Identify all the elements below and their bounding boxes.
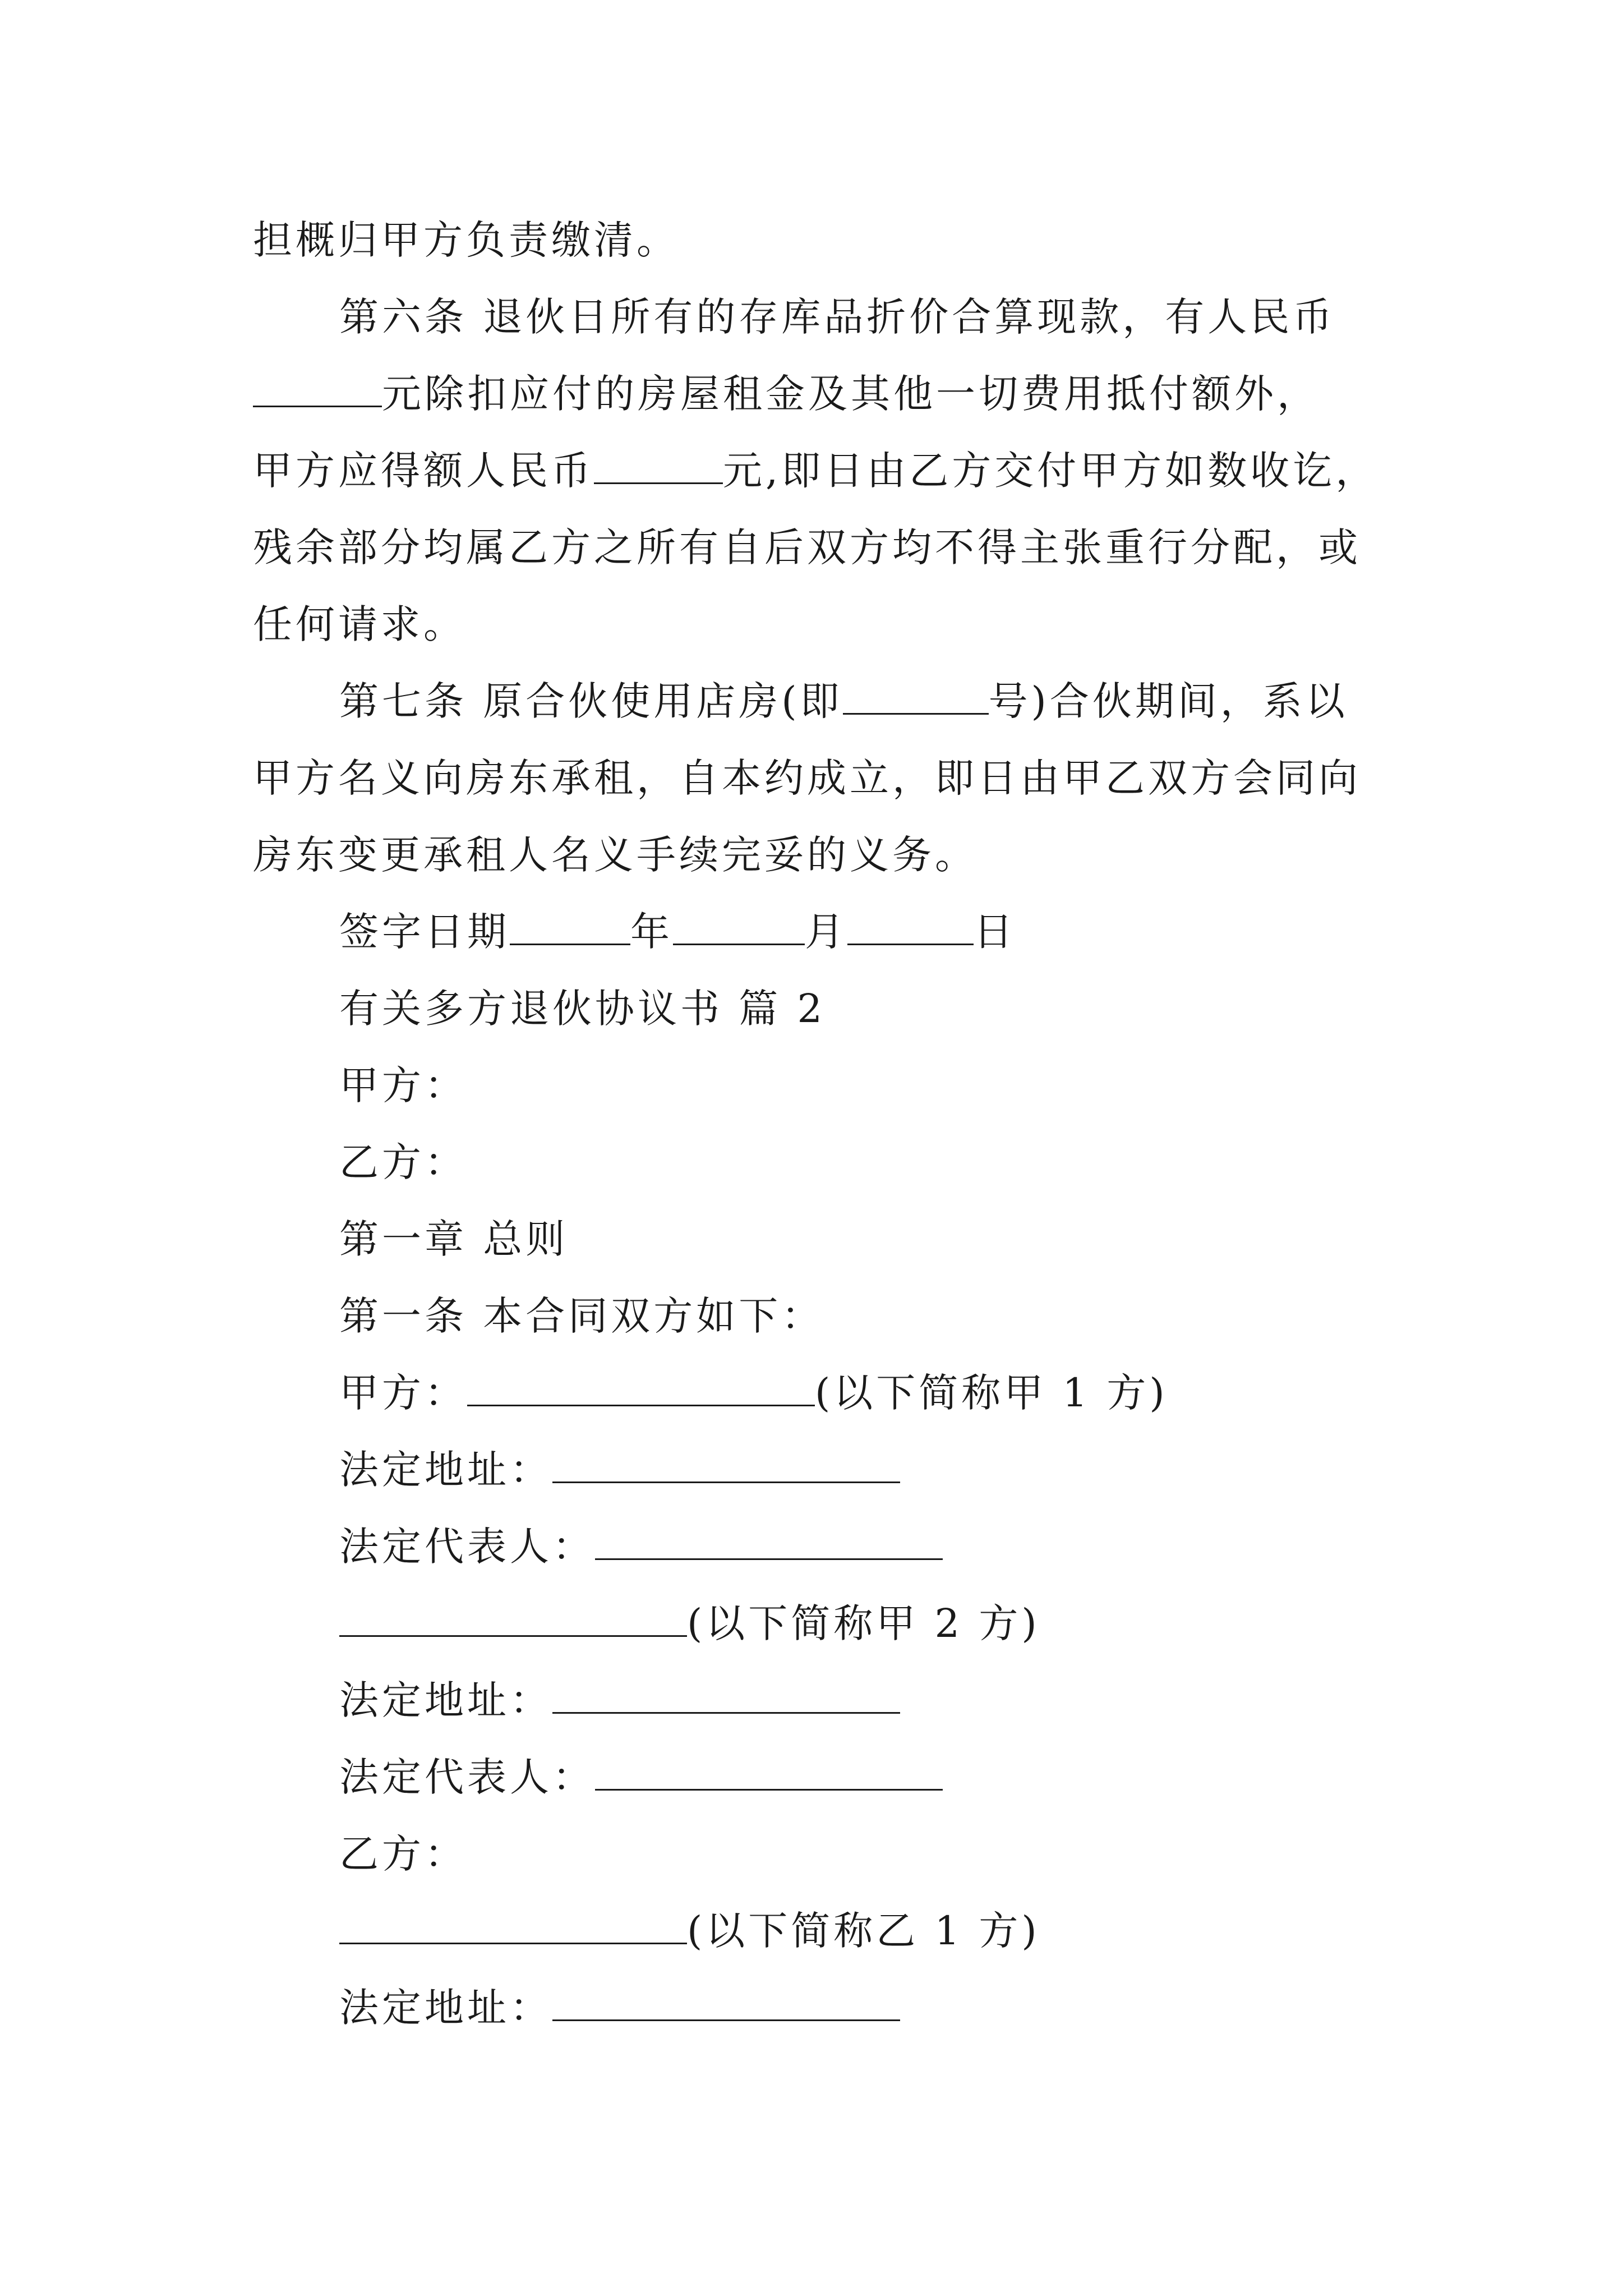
fill-in-blank <box>843 679 989 715</box>
date-label: 签字日期 <box>339 909 510 955</box>
fill-in-blank <box>594 449 723 484</box>
fill-in-blank <box>467 1371 815 1406</box>
party-b-label: 乙方： <box>339 1831 467 1877</box>
party-b1-line <box>339 1903 1040 1959</box>
fill-in-blank <box>552 1986 900 2021</box>
party-a-label: 甲方： <box>339 1062 467 1108</box>
article-six-line: 第六条 退伙日所有的存库品折价合算现款，有人民币 <box>339 294 1336 340</box>
paragraph-line: 甲方名义向房东承租，自本约成立，即日由甲乙双方会同向 <box>253 755 1361 801</box>
line-prefix: 法定代表人： <box>339 1524 595 1570</box>
paragraph-line: 残余部分均属乙方之所有自后双方均不得主张重行分配，或 <box>253 524 1361 570</box>
party-a2-line <box>339 1595 1040 1651</box>
chapter-heading: 第一章 总则 <box>339 1216 569 1262</box>
day-label: 日 <box>974 909 1016 955</box>
legal-address-line <box>339 1442 900 1498</box>
party-a1-line <box>339 1365 1168 1421</box>
paragraph-line: 房东变更承租人名义手续完妥的义务。 <box>253 832 978 878</box>
line-prefix: 法定代表人： <box>339 1754 595 1800</box>
line-prefix: 法定地址： <box>339 1447 552 1493</box>
year-blank <box>510 910 630 945</box>
paragraph-line <box>253 443 1378 499</box>
line-prefix: 第七条 原合伙使用店房(即 <box>339 678 843 724</box>
legal-representative-line <box>339 1749 943 1805</box>
paragraph-line <box>253 366 1320 422</box>
line-prefix: 法定地址： <box>339 1985 552 2031</box>
fill-in-blank <box>339 1602 687 1637</box>
paragraph-line: 担概归甲方负责缴清。 <box>253 217 679 263</box>
line-suffix: 元除扣应付的房屋租金及其他一切费用抵付额外， <box>382 371 1320 417</box>
day-blank <box>847 910 974 945</box>
paragraph-line: 任何请求。 <box>253 601 466 647</box>
line-suffix: (以下简称乙 1 方) <box>687 1908 1040 1954</box>
section-title: 有关多方退伙协议书 篇 2 <box>339 986 826 1032</box>
line-suffix: (以下简称甲 1 方) <box>815 1370 1168 1416</box>
legal-address-line <box>339 1980 900 2036</box>
article-heading: 第一条 本合同双方如下： <box>339 1293 824 1339</box>
line-prefix: 甲方： <box>339 1370 467 1416</box>
year-label: 年 <box>630 909 673 955</box>
line-suffix: (以下简称甲 2 方) <box>687 1600 1040 1646</box>
month-blank <box>673 910 805 945</box>
line-suffix: 元,即日由乙方交付甲方如数收讫， <box>723 448 1378 494</box>
line-prefix: 法定地址： <box>339 1677 552 1723</box>
fill-in-blank <box>552 1678 900 1714</box>
article-seven-line <box>339 673 1348 729</box>
line-suffix: 号)合伙期间，系以 <box>988 678 1348 724</box>
legal-address-line <box>339 1672 900 1728</box>
month-label: 月 <box>805 909 847 955</box>
fill-in-blank <box>552 1448 900 1483</box>
party-b-label: 乙方： <box>339 1139 467 1185</box>
signature-date-line <box>339 904 1016 960</box>
line-prefix: 甲方应得额人民币 <box>253 448 594 494</box>
fill-in-blank <box>339 1909 687 1944</box>
legal-representative-line <box>339 1519 943 1575</box>
fill-in-blank <box>595 1755 943 1791</box>
fill-in-blank <box>253 372 382 407</box>
fill-in-blank <box>595 1525 943 1560</box>
